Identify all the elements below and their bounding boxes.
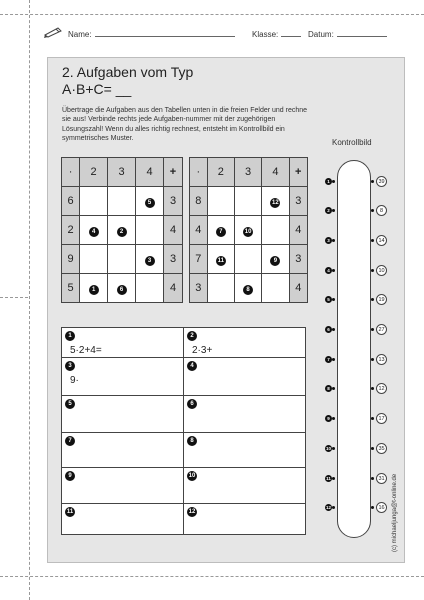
table-cell xyxy=(234,245,261,274)
table-cell xyxy=(262,187,289,216)
table-cell xyxy=(80,245,108,274)
task-number-marker: 6 xyxy=(117,285,127,295)
task-box[interactable] xyxy=(62,328,184,358)
row-label: 3 xyxy=(190,274,208,303)
page-title xyxy=(62,64,193,98)
left-connect-dot[interactable] xyxy=(332,358,335,361)
row-label: 4 xyxy=(190,216,208,245)
kontrollbild-task-number: 6 xyxy=(325,326,332,333)
left-connect-dot[interactable] xyxy=(332,180,335,183)
addend-cell: 4 xyxy=(289,274,307,303)
table-header-cell: + xyxy=(289,158,307,187)
task-number: 12 xyxy=(188,509,196,515)
table-cell xyxy=(262,245,289,274)
date-field[interactable] xyxy=(308,30,387,39)
table-cell xyxy=(262,274,289,303)
table-cell xyxy=(108,245,136,274)
left-connect-dot[interactable] xyxy=(332,447,335,450)
right-connect-dot[interactable] xyxy=(371,477,374,480)
kontrollbild-task-number: 2 xyxy=(325,207,332,214)
task-number-marker: 4 xyxy=(89,227,99,237)
task-number: 9 xyxy=(65,471,75,481)
right-connect-dot[interactable] xyxy=(371,180,374,183)
row-label: 9 xyxy=(62,245,80,274)
table-cell xyxy=(136,216,164,245)
task-number-marker: 10 xyxy=(244,228,252,235)
task-text: 2·3+ xyxy=(192,345,213,356)
task-box[interactable] xyxy=(184,396,305,433)
task-number-marker: 3 xyxy=(145,256,155,266)
cut-line-left xyxy=(29,0,30,600)
copyright-text: (c) michaeljunga@t-online.de xyxy=(392,473,398,552)
solution-number: 13 xyxy=(376,354,387,365)
right-connect-dot[interactable] xyxy=(371,358,374,361)
task-number: 2 xyxy=(187,331,197,341)
task-number-marker: 8 xyxy=(243,285,253,295)
right-connect-dot[interactable] xyxy=(371,328,374,331)
table-cell xyxy=(80,216,108,245)
cut-line-bottom xyxy=(0,576,424,577)
row-label: 2 xyxy=(62,216,80,245)
solution-number: 35 xyxy=(376,443,387,454)
kontrollbild-task-number: 10 xyxy=(325,445,331,451)
task-grid xyxy=(61,327,306,535)
title-line-1: 2. Aufgaben vom Typ xyxy=(62,64,194,80)
solution-number: 8 xyxy=(376,205,387,216)
task-number: 4 xyxy=(187,361,197,371)
task-box[interactable] xyxy=(62,358,184,396)
left-connect-dot[interactable] xyxy=(332,328,335,331)
task-number-marker: 12 xyxy=(272,199,279,206)
right-connect-dot[interactable] xyxy=(371,239,374,242)
table-header-cell: + xyxy=(164,158,183,187)
kontrollbild-task-number: 12 xyxy=(325,505,331,511)
solution-number: 12 xyxy=(376,383,387,394)
table-cell xyxy=(207,216,234,245)
task-box[interactable] xyxy=(62,468,184,504)
table-cell xyxy=(80,274,108,303)
kontrollbild-task-number: 9 xyxy=(325,415,332,422)
task-number-marker: 9 xyxy=(270,256,280,266)
task-box[interactable] xyxy=(184,358,305,396)
kontrollbild-task-number: 11 xyxy=(326,475,331,481)
kontrollbild-task-number: 4 xyxy=(325,267,332,274)
task-number-marker: 11 xyxy=(217,257,224,264)
table-cell xyxy=(108,216,136,245)
table-header-cell: · xyxy=(62,158,80,187)
table-cell xyxy=(207,274,234,303)
task-number: 11 xyxy=(66,509,74,515)
solution-number: 19 xyxy=(376,294,387,305)
task-number-marker: 1 xyxy=(89,285,99,295)
row-label: 7 xyxy=(190,245,208,274)
table-header-cell: 4 xyxy=(262,158,289,187)
table-cell xyxy=(207,245,234,274)
instructions-text: Übertrage die Aufgaben aus den Tabellen unten in die freien Felder und rechne sie aus! Verbinde rechts jede Aufgaben-nummer mit der zugehörigen Lösungszahl! Wenn du alles richtig rechnest, entsteht im Kontrollbild ein symmetrisches Muster. xyxy=(62,107,308,143)
addend-cell: 3 xyxy=(289,245,307,274)
task-box[interactable] xyxy=(62,504,184,535)
addend-cell: 3 xyxy=(289,187,307,216)
table-cell xyxy=(80,187,108,216)
table-cell xyxy=(234,187,261,216)
task-text: 5·2+4= xyxy=(70,345,102,356)
pencil-icon xyxy=(44,25,64,43)
class-field[interactable] xyxy=(252,30,301,39)
task-number-marker: 5 xyxy=(145,198,155,208)
task-text: 9· xyxy=(70,375,79,386)
task-number: 1 xyxy=(65,331,75,341)
table-cell xyxy=(108,274,136,303)
table-header-cell: 2 xyxy=(207,158,234,187)
table-cell xyxy=(207,187,234,216)
solution-number: 16 xyxy=(376,502,387,513)
table-header-cell: 3 xyxy=(234,158,261,187)
table-cell xyxy=(136,187,164,216)
table-cell xyxy=(136,274,164,303)
solution-number: 39 xyxy=(376,176,387,187)
addend-cell: 4 xyxy=(164,216,183,245)
row-label: 6 xyxy=(62,187,80,216)
task-box[interactable] xyxy=(184,468,305,504)
left-connect-dot[interactable] xyxy=(332,269,335,272)
task-box[interactable] xyxy=(184,433,305,468)
table-header-cell: 3 xyxy=(108,158,136,187)
solution-number: 14 xyxy=(376,235,387,246)
table-cell xyxy=(108,187,136,216)
task-box[interactable] xyxy=(62,396,184,433)
right-connect-dot[interactable] xyxy=(371,447,374,450)
task-number: 8 xyxy=(187,436,197,446)
left-connect-dot[interactable] xyxy=(332,477,335,480)
task-box[interactable] xyxy=(184,328,305,358)
kontrollbild-oval xyxy=(337,160,371,538)
table-header-cell: 2 xyxy=(80,158,108,187)
task-number-marker: 2 xyxy=(117,227,127,237)
task-number: 6 xyxy=(187,399,197,409)
name-field[interactable] xyxy=(68,30,235,39)
row-label: 8 xyxy=(190,187,208,216)
kontrollbild-task-number: 7 xyxy=(325,356,332,363)
solution-number: 31 xyxy=(376,473,387,484)
class-label: Klasse: xyxy=(252,30,279,39)
table-cell xyxy=(262,216,289,245)
addend-cell: 4 xyxy=(164,274,183,303)
table-cell xyxy=(136,245,164,274)
kontrollbild-task-number: 1 xyxy=(325,178,332,185)
task-number: 10 xyxy=(188,473,196,479)
title-line-2: A·B+C= __ xyxy=(62,81,132,97)
task-box[interactable] xyxy=(62,433,184,468)
task-number: 3 xyxy=(65,361,75,371)
kontrollbild-title: Kontrollbild xyxy=(332,138,372,147)
multiplication-table-2 xyxy=(189,157,308,303)
table-cell xyxy=(234,274,261,303)
task-box[interactable] xyxy=(184,504,305,535)
date-label: Datum: xyxy=(308,30,334,39)
addend-cell: 4 xyxy=(289,216,307,245)
kontrollbild-task-number: 8 xyxy=(325,385,332,392)
left-connect-dot[interactable] xyxy=(332,239,335,242)
task-number: 5 xyxy=(65,399,75,409)
multiplication-table-1 xyxy=(61,157,183,303)
addend-cell: 3 xyxy=(164,187,183,216)
right-connect-dot[interactable] xyxy=(371,269,374,272)
punch-mark xyxy=(0,297,28,298)
solution-number: 17 xyxy=(376,413,387,424)
addend-cell: 3 xyxy=(164,245,183,274)
task-number: 7 xyxy=(65,436,75,446)
table-header-cell: · xyxy=(190,158,208,187)
row-label: 5 xyxy=(62,274,80,303)
kontrollbild-task-number: 3 xyxy=(325,237,332,244)
solution-number: 27 xyxy=(376,324,387,335)
kontrollbild-task-number: 5 xyxy=(325,296,332,303)
table-cell xyxy=(234,216,261,245)
table-header-cell: 4 xyxy=(136,158,164,187)
solution-number: 10 xyxy=(376,265,387,276)
task-number-marker: 7 xyxy=(216,227,226,237)
name-label: Name: xyxy=(68,30,92,39)
cut-line-top xyxy=(0,14,424,15)
